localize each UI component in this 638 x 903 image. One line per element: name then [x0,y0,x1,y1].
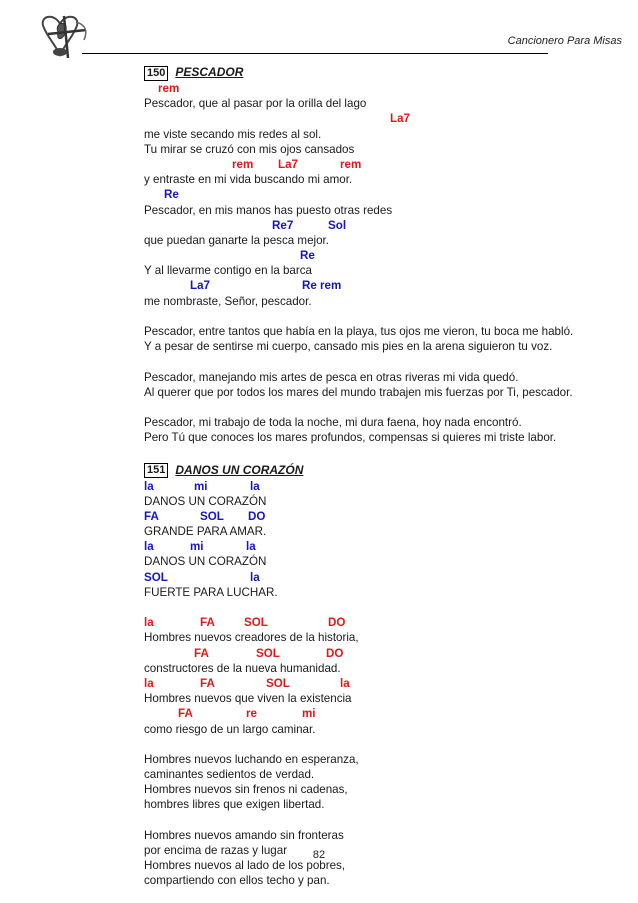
verse-line: Hombres nuevos que viven la existencia [144,692,352,706]
verse-line: como riesgo de un largo caminar. [144,722,316,736]
chord: DO [328,616,346,630]
chord-line [144,187,614,202]
chord: FA [194,646,209,660]
song-number: 151 [144,463,168,478]
chord: FA [178,707,193,721]
song-title: PESCADOR [175,65,244,80]
chorus-line: DANOS UN CORAZÓN [144,555,267,569]
chord-line [144,278,614,293]
lyric-line: Pescador, en mis manos has puesto otras redes [144,203,393,217]
chord: mi [302,707,316,721]
chord: SOL [256,646,280,660]
chord: SOL [144,570,168,584]
chord: FA [144,509,159,523]
chord: rem [158,82,180,95]
chord: DO [248,509,266,523]
chord-line [144,111,614,126]
chord: DO [326,646,344,660]
verse-line: por encima de razas y lugar [144,844,288,857]
chord: FA [200,676,215,690]
chord: La7 [390,112,410,126]
chord-line [144,509,614,524]
chord: la [340,676,350,690]
verse-line: Hombres nuevos luchando en esperanza, [144,752,359,766]
chord: Re [164,188,179,202]
songbook-page [144,65,614,889]
verse-line: Pescador, entre tantos que había en la playa, tus ojos me vieron, tu boca me habló. [144,325,574,338]
chord: La7 [190,279,210,293]
verse-line: Hombres nuevos al lado de los pobres, [144,859,346,873]
chord: la [246,540,256,554]
chord-line [144,248,614,263]
verse-line: caminantes sedientos de verdad. [144,768,315,782]
chord: Sol [328,218,347,232]
verse-line: Hombres nuevos sin frenos ni cadenas, [144,783,348,797]
lyric-line: Tu mirar se cruzó con mis ojos cansados [144,142,355,156]
verse-line: Hombres nuevos amando sin fronteras [144,828,344,842]
chord: mi [190,540,204,554]
chord: mi [194,479,208,493]
chord-line [144,218,614,233]
verse-line: Y a pesar de sentirse mi cuerpo, cansado mis pies en la arena siguieron tu voz. [144,340,553,354]
chord: Re7 [272,218,294,232]
lyric-line: Y al llevarme contigo en la barca [144,264,312,278]
verse-line: constructores de la nueva humanidad. [144,661,341,675]
lyric-line: me nombraste, Señor, pescador. [144,294,312,308]
lyric-line: y entraste en mi vida buscando mi amor. [144,173,353,187]
chord: la [144,540,154,554]
chorus-line: DANOS UN CORAZÓN [144,494,267,508]
verse-line: Pero Tú que conoces los mares profundos, compensas si quieres mi triste labor. [144,431,557,445]
chord: La7 [278,157,298,171]
song-heading [144,65,614,81]
song-title: DANOS UN CORAZÓN [175,462,304,477]
verse-line: Al querer que por todos los mares del mundo trabajen mis fuerzas por Ti, pescador. [144,385,573,399]
lyric-line: que puedan ganarte la pesca mejor. [144,233,329,247]
song-number: 150 [144,66,168,81]
chord: la [250,570,260,584]
chord-line [144,646,614,661]
chord: la [144,479,154,493]
verse-line: Pescador, manejando mis artes de pesca en otras riveras mi vida quedó. [144,370,519,384]
chord: la [144,676,154,690]
verse-line: compartiendo con ellos techo y pan. [144,874,330,888]
chord: SOL [266,676,290,690]
verse-line: hombres libres que exigen libertad. [144,798,325,812]
chord: rem [232,157,254,171]
chord: Re [300,249,315,263]
chord-line [144,615,614,630]
chord-line [144,570,614,585]
chord-line [144,81,614,96]
chord: SOL [244,616,268,630]
chorus-line: GRANDE PARA AMAR. [144,525,267,539]
chord-line [144,479,614,494]
chord: rem [340,157,362,171]
chord: re [246,707,257,721]
page-number: 82 [312,849,326,861]
heart-cross-icon [34,12,98,70]
lyric-line: Pescador, que al pasar por la orilla del lago [144,97,367,111]
chord-line [144,539,614,554]
chord-line [144,706,614,721]
document-title: Cancionero Para Misas [507,35,622,47]
verse-line: Hombres nuevos creadores de la historia, [144,631,359,645]
header-divider [82,53,548,54]
chord-line [144,676,614,691]
chord: Re rem [302,279,342,293]
lyric-line: me viste secando mis redes al sol. [144,127,322,141]
chord: SOL [200,509,224,523]
chord-line [144,157,614,172]
chord: la [144,616,154,630]
song-heading [144,463,614,479]
verse-line: Pescador, mi trabajo de toda la noche, mi dura faena, hoy nada encontró. [144,416,522,430]
chord: la [250,479,260,493]
chorus-line: FUERTE PARA LUCHAR. [144,585,278,599]
chord: FA [200,616,215,630]
